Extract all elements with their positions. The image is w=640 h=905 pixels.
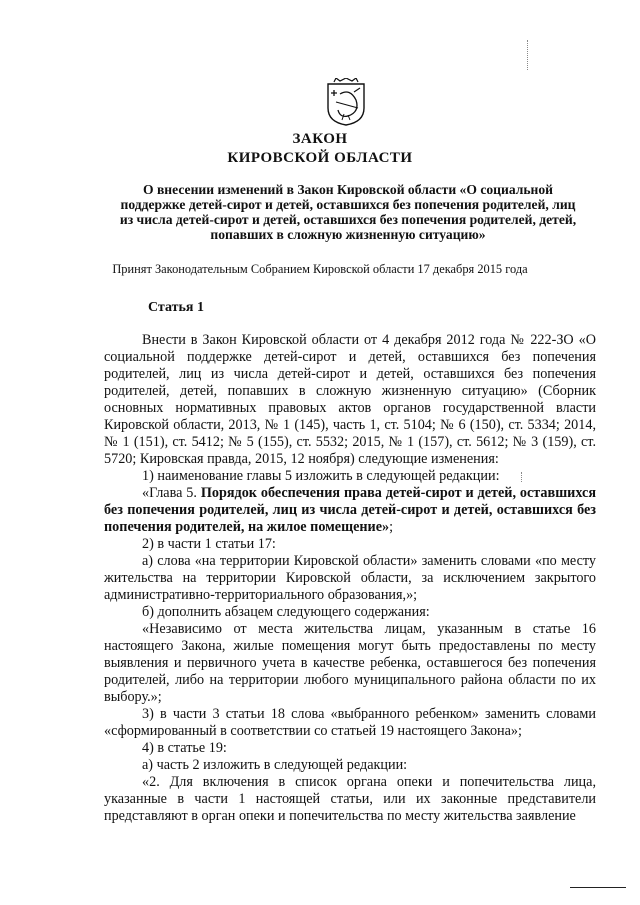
- paragraph-intro: Внести в Закон Кировской области от 4 декабря 2012 года № 222-ЗО «О социальной поддержке детей-сирот и детей, оставшихся без попечения родителей, лиц из числа детей-сирот и детей, оставшихся без попечения родителей, детей, попавших в сложную жизненную ситуацию» (Сборник основных нормативных правовых актов органов государственной власти Кировской области, 2013, № 1 (145), часть 1, ст. 5104; № 6 (150), ст. 5334; 2014, № 1 (151), ст. 5412; № 5 (155), ст. 5532; 2015, № 1 (157), ст. 5612; № 3 (159), ст. 5720; Кировская правда, 2015, 12 ноября) следующие изменения:: [104, 332, 596, 467]
- article-heading: Статья 1: [148, 300, 204, 315]
- paragraph-item3: 3) в части 3 статьи 18 слова «выбранного ребенком» заменить словами «сформированный в соответствии со статьей 19 настоящего Закона»;: [104, 706, 596, 739]
- footer-rule: [570, 887, 626, 888]
- paragraph-chapter: [104, 485, 596, 536]
- paragraph-item1: 1) наименование главы 5 изложить в следующей редакции:: [142, 468, 500, 484]
- paragraph-item4a-text: «2. Для включения в список органа опеки и попечительства лица, указанные в части 1 настоящей статьи, или их законные представители представляют в орган опеки и попечительства по месту жительства заявление: [104, 774, 596, 824]
- law-subtitle: О внесении изменений в Закон Кировской области «О социальной поддержке детей-сирот и детей, оставшихся без попечения родителей, лиц из числа детей-сирот и детей, оставшихся без попечения родителей, детей, попавших в сложную жизненную ситуацию»: [119, 182, 577, 242]
- law-title: ЗАКОН: [292, 131, 348, 147]
- paragraph-item2: 2) в части 1 статьи 17:: [142, 536, 276, 552]
- chapter-title: Порядок обеспечения права детей-сирот и детей, оставшихся без попечения родителей, лиц из числа детей-сирот и детей, оставшихся без попечения родителей, на жилое помещение»: [104, 485, 596, 535]
- chapter-suffix: ;: [389, 519, 394, 535]
- adoption-note: Принят Законодательным Собранием Кировской области 17 декабря 2015 года: [112, 262, 528, 276]
- paragraph-item2b: б) дополнить абзацем следующего содержания:: [142, 604, 430, 620]
- paragraph-item4: 4) в статье 19:: [142, 740, 227, 756]
- law-region: КИРОВСКОЙ ОБЛАСТИ: [227, 150, 413, 166]
- coat-of-arms-icon: [326, 78, 366, 126]
- paragraph-item2b-text: «Независимо от места жительства лицам, указанным в статье 16 настоящего Закона, жилые помещения могут быть предоставлены по месту выявления и первичного учета в качестве ребенка, оставшегося без попечения родителей, либо на территории любого муниципального района области по их выбору.»;: [104, 621, 596, 705]
- scan-margin-mark: [527, 40, 529, 70]
- chapter-prefix: «Глава 5.: [142, 485, 197, 501]
- article-body: [104, 332, 596, 825]
- scan-margin-mark: [521, 472, 523, 482]
- paragraph-item2a: а) слова «на территории Кировской области» заменить словами «по месту жительства на территории Кировской области, за исключением закрытого административно-территориального образования,»;: [104, 553, 596, 603]
- paragraph-item4a: а) часть 2 изложить в следующей редакции:: [142, 757, 408, 773]
